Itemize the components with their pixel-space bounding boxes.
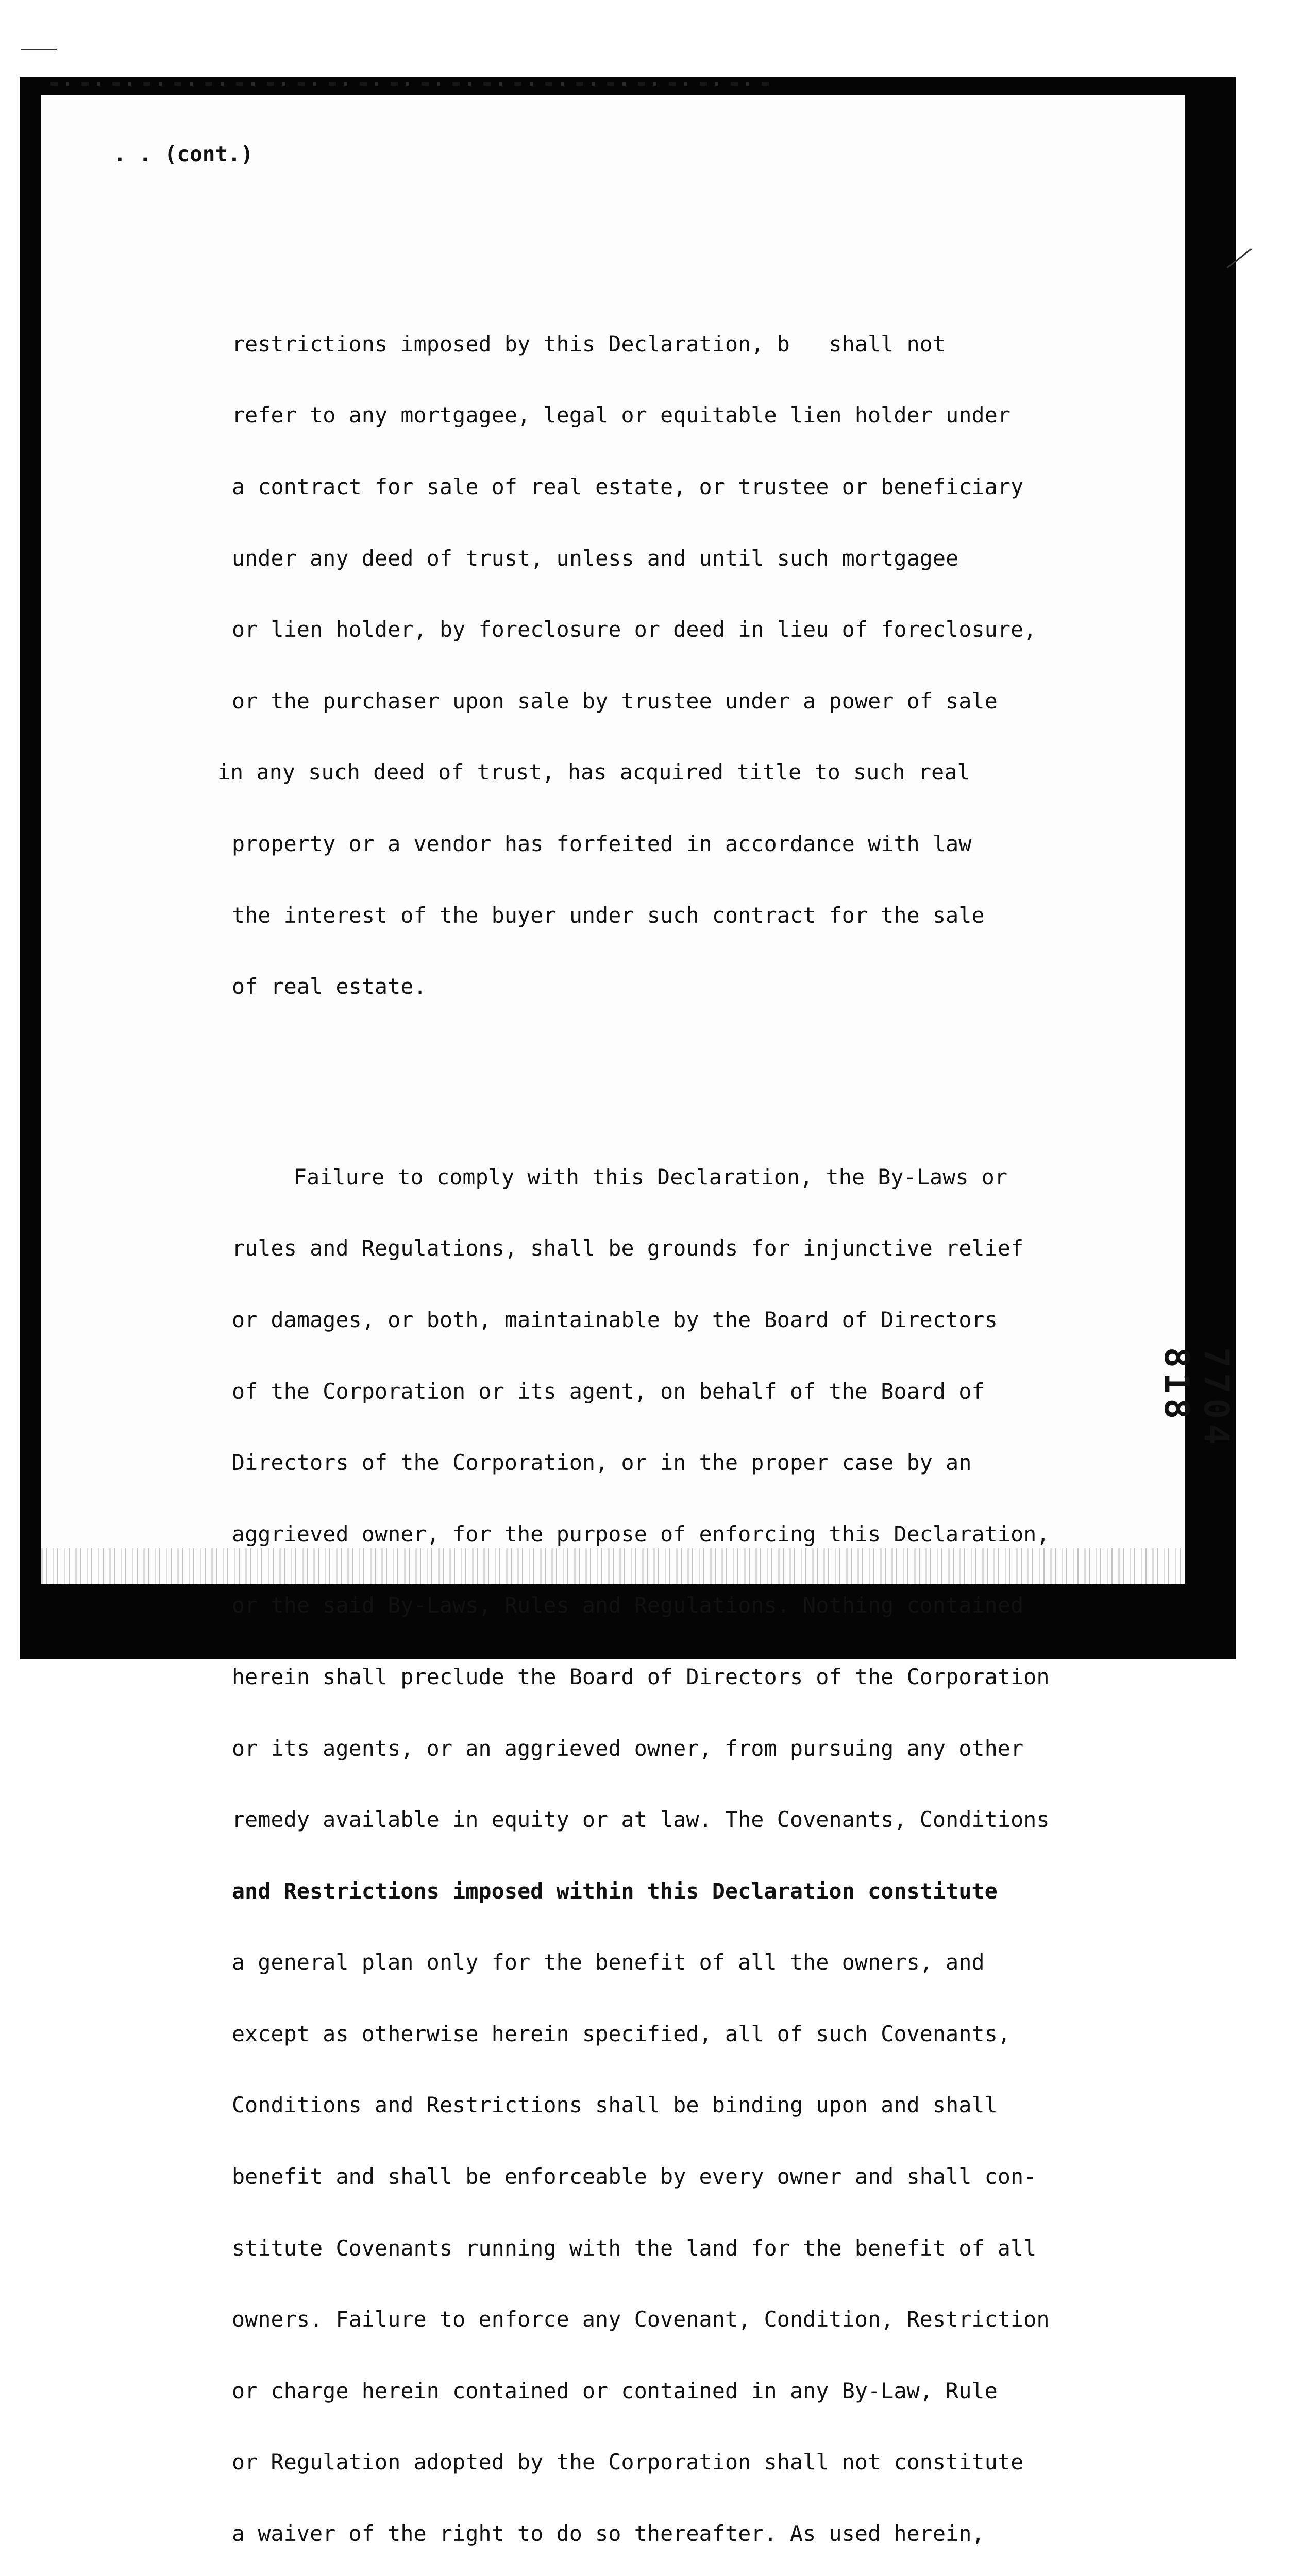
text-line: aggrieved owner, for the purpose of enforcing this Declaration, [232,1521,1050,1547]
book-number: 7704 [1197,1347,1236,1450]
text-line: under any deed of trust, unless and until such mortgagee [232,545,959,571]
scan-noise-top [50,82,772,86]
recording-stamp [1157,1347,1236,1506]
text-line: Conditions and Restrictions shall be binding upon and shall [232,2092,998,2118]
text-line: a contract for sale of real estate, or trustee or beneficiary [232,474,1024,499]
text-line: remedy available in equity or at law. The Covenants, Conditions [232,1807,1050,1833]
text-line: stitute Covenants running with the land for the benefit of all [232,2235,1037,2261]
text-line: or its agents, or an aggrieved owner, from pursuing any other [232,1735,1024,1761]
text-line: the interest of the buyer under such contract for the sale [232,902,985,928]
text-line: herein shall preclude the Board of Directors of the Corporation [232,1664,1050,1689]
text-line: or the said By-Laws, Rules and Regulations. Nothing contained [232,1592,1024,1618]
text-line: refer to any mortgagee, legal or equitable lien holder under [232,402,1011,428]
page-number: 818 [1157,1347,1197,1425]
text-line: a waiver of the right to do so thereafter. As used herein, [232,2521,985,2547]
text-line: rules and Regulations, shall be grounds for injunctive relief [232,1235,1024,1261]
text-line: except as otherwise herein specified, all of such Covenants, [232,2021,1011,2046]
text-line: property or a vendor has forfeited in accordance with law [232,831,972,856]
text-line: or damages, or both, maintainable by the Board of Directors [232,1307,998,1332]
document-body [217,237,1075,2576]
text-line: of the Corporation or its agent, on behalf of the Board of [232,1378,985,1404]
document-page [41,95,1236,2547]
text-line: Failure to comply with this Declaration, the By-Laws or [294,1164,1008,1190]
text-line: of real estate. [232,974,427,999]
text-line: or Regulation adopted by the Corporation shall not constitute [232,2449,1024,2475]
scan-noise-bottom [41,1548,1185,1584]
text-line: a general plan only for the benefit of all the owners, and [232,1950,985,1975]
scan-edge-mark [21,49,57,50]
paragraph-failure-to-comply [232,1117,1075,2576]
text-line: in any such deed of trust, has acquired title to such real [217,759,970,785]
text-line: restrictions imposed by this Declaration, b shall not [232,331,946,357]
text-line: benefit and shall be enforceable by every owner and shall con- [232,2164,1037,2190]
text-line: Directors of the Corporation, or in the proper case by an [232,1450,972,1476]
text-line: or charge herein contained or contained in any By-Law, Rule [232,2378,998,2403]
continuation-label: . . (cont.) [113,142,254,166]
paragraph-restrictions [217,284,1075,1046]
text-line: or the purchaser upon sale by trustee under a power of sale [232,688,998,714]
text-line: and Restrictions imposed within this Declaration constitute [232,1878,998,1904]
text-line: or lien holder, by foreclosure or deed in lieu of foreclosure, [232,617,1037,642]
text-line: owners. Failure to enforce any Covenant, Condition, Restriction [232,2307,1050,2332]
